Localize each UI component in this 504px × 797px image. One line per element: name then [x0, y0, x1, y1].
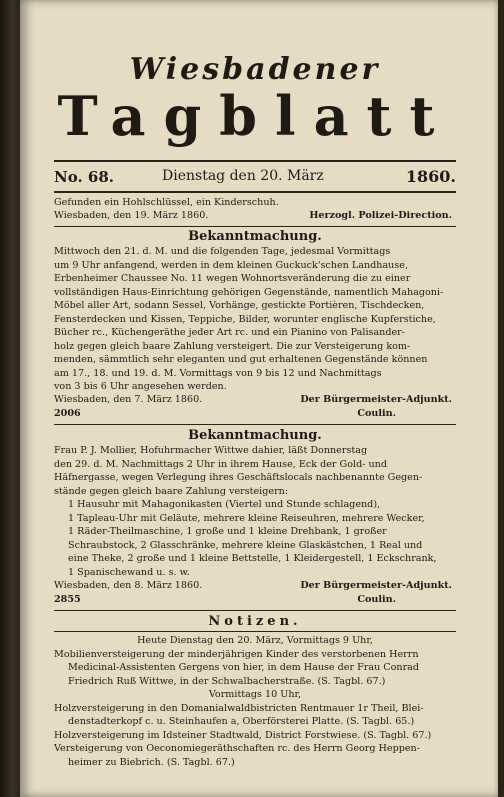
- issue-year: 1860.: [405, 167, 456, 186]
- notice1-line: am 17., 18. und 19. d. M. Vormittags von 9 bis 12 und Nachmittags: [54, 367, 382, 379]
- found-notice-text: Gefunden ein Hohlschlüssel, ein Kinderschuh.: [54, 197, 279, 208]
- notice1-line: von 3 bis 6 Uhr angesehen werden.: [54, 381, 227, 392]
- notice1-line: Erbenheimer Chaussee No. 11 wegen Wohnortsveränderung die zu einer: [54, 273, 411, 284]
- section-rule: [54, 610, 456, 611]
- issue-date: Dienstag den 20. März: [162, 168, 324, 184]
- notices-line: Versteigerung von Oeconomiegeräthschaften rc. des Herrn Georg Heppen-: [54, 743, 420, 754]
- notice1-line: um 9 Uhr anfangend, werden in dem kleinen Guckuck'schen Landhause,: [54, 259, 409, 271]
- notices-body: [54, 634, 456, 769]
- notice2-heading: Bekanntmachung.: [188, 428, 322, 443]
- notices-line: Holzversteigerung in den Domanialwaldbistricten Rentmauer 1r Theil, Blei-: [54, 702, 424, 714]
- notice1-name-row: [54, 408, 456, 422]
- notice1-line: menden, sämmtlich sehr eleganten und gut erhaltenen Gegenstände können: [54, 354, 428, 365]
- notices-line: Mobilienversteigerung der minderjährigen Kinder des verstorbenen Herrn: [54, 648, 419, 660]
- notices-line: heimer zu Biebrich. (S. Tagbl. 67.): [68, 756, 235, 768]
- issue-dateline: [54, 166, 456, 188]
- masthead-rule-top: [54, 160, 456, 162]
- notice2-line: Häfnergasse, wegen Verlegung ihres Geschäftslocals nachbenannte Gegen-: [54, 472, 423, 483]
- notice1-number: 2006: [54, 408, 81, 419]
- found-notice: [54, 196, 456, 210]
- notices-line: Medicinal-Assistenten Gergens von hier, in dem Hause der Frau Conrad: [68, 662, 420, 673]
- notice1-name: Coulin.: [357, 408, 396, 419]
- notices-line: Vormittags 10 Uhr,: [208, 689, 302, 700]
- notice1-line: holz gegen gleich baare Zahlung versteigert. Die zur Versteigerung kom-: [54, 340, 411, 352]
- masthead-rule-bottom: [54, 191, 456, 193]
- section-rule: [54, 424, 456, 425]
- notice1-place: Wiesbaden, den 7. März 1860.: [54, 394, 203, 405]
- notice2-place: Wiesbaden, den 8. März 1860.: [54, 580, 203, 591]
- notice1-authority: Der Bürgermeister-Adjunkt.: [300, 394, 452, 405]
- notice2-line: stände gegen gleich baare Zahlung versteigern:: [54, 485, 289, 497]
- binding-fold: [0, 0, 20, 797]
- notices-heading: Notizen.: [208, 614, 302, 629]
- notice1-line: Mittwoch den 21. d. M. und die folgenden Tage, jedesmal Vormittags: [54, 246, 391, 257]
- notice2-number: 2855: [54, 594, 81, 605]
- notice2-name-row: [54, 594, 456, 608]
- notice1-line: Bücher rc., Küchengeräthe jeder Art rc. und ein Pianino von Palisander-: [54, 327, 406, 338]
- found-notice-authority: Herzogl. Polizei-Direction.: [309, 210, 452, 221]
- notice2-line: 1 Hausuhr mit Mahagonikasten (Viertel und Stunde schlagend),: [68, 499, 381, 510]
- notice2-authority: Der Bürgermeister-Adjunkt.: [300, 580, 452, 591]
- masthead-city: Wiesbadener: [129, 52, 381, 87]
- newspaper-page: [20, 0, 498, 797]
- notice1-line: vollständigen Haus-Einrichtung gehörigen Gegenstände, namentlich Mahagoni-: [54, 286, 444, 298]
- section-rule: [54, 226, 456, 227]
- notices-line: Heute Dienstag den 20. März, Vormittags 9 Uhr,: [137, 635, 373, 646]
- found-notice-signature: [54, 210, 456, 224]
- notices-line: Friedrich Ruß Wittwe, in der Schwalbacherstraße. (S. Tagbl. 67.): [68, 675, 386, 687]
- notice2-line: Frau P. J. Mollier, Hofuhrmacher Wittwe dahier, läßt Donnerstag: [54, 445, 368, 456]
- section-rule: [54, 631, 456, 632]
- notice1-line: Fensterdecken und Kissen, Teppiche, Bilder, worunter englische Kupferstiche,: [54, 313, 436, 325]
- issue-number: No. 68.: [54, 168, 114, 186]
- notice2-line: den 29. d. M. Nachmittags 2 Uhr in ihrem Hause, Eck der Gold- und: [54, 458, 387, 470]
- notice1-heading: Bekanntmachung.: [188, 229, 322, 244]
- masthead-title: Tagblatt: [57, 84, 453, 148]
- notice2-line: 1 Tapleau-Uhr mit Geläute, mehrere kleine Reiseuhren, mehrere Wecker,: [68, 512, 425, 524]
- notice2-line: 1 Spanischewand u. s. w.: [68, 566, 190, 578]
- notice2-signature: [54, 580, 456, 594]
- notice2-line: Schraubstock, 2 Glasschränke, mehrere kleine Glaskästchen, 1 Real und: [68, 539, 423, 551]
- notice2-body: [54, 444, 456, 579]
- notice1-line: Möbel aller Art, sodann Sessel, Vorhänge, gestickte Portièren, Tischdecken,: [54, 300, 425, 311]
- notice1-signature: [54, 394, 456, 408]
- notice1-body: [54, 245, 456, 394]
- notice2-name: Coulin.: [357, 594, 396, 605]
- notice2-line: eine Theke, 2 große und 1 kleine Bettstelle, 1 Kleidergestell, 1 Eckschrank,: [68, 553, 437, 564]
- notices-line: denstadterkopf c. u. Steinhaufen a, Oberförsterei Platte. (S. Tagbl. 65.): [68, 716, 415, 727]
- notice2-line: 1 Räder-Theilmaschine, 1 große und 1 kleine Drehbank, 1 großer: [68, 526, 387, 537]
- found-notice-place: Wiesbaden, den 19. März 1860.: [54, 210, 209, 221]
- notices-line: Holzversteigerung im Idsteiner Stadtwald, District Forstwiese. (S. Tagbl. 67.): [54, 729, 432, 741]
